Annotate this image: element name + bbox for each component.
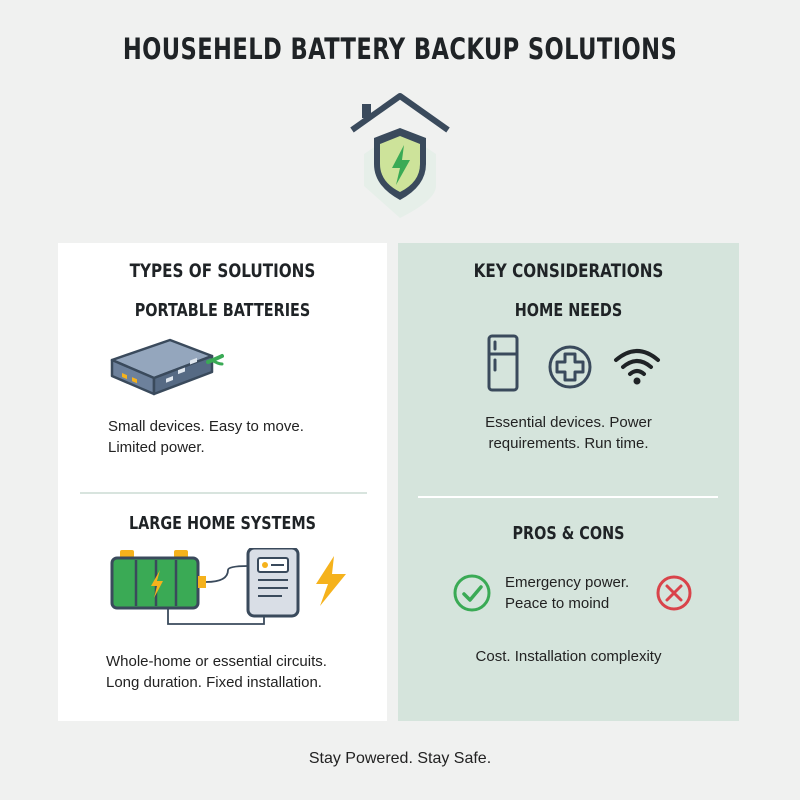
pros-line-1: Emergency power. [505, 574, 630, 591]
home-needs-description [398, 412, 739, 454]
x-icon [655, 574, 693, 612]
pros-cons-heading: PROS & CONS [512, 523, 625, 544]
considerations-heading: KEY CONSIDERATIONS [473, 260, 664, 282]
portable-line-1: Small devices. Easy to move. [108, 418, 304, 435]
large-systems-heading: LARGE HOME SYSTEMS [128, 513, 317, 534]
fridge-icon [486, 334, 520, 392]
left-divider [80, 492, 367, 494]
needs-line-1: Essential devices. Power [485, 414, 652, 431]
wifi-icon [612, 346, 662, 386]
footer-tagline: Stay Powered. Stay Safe. [308, 750, 492, 767]
large-systems-description [106, 651, 384, 693]
house-shield-icon [348, 90, 452, 220]
needs-line-2: requirements. Run time. [488, 435, 649, 452]
check-icon [452, 573, 492, 613]
medical-cross-icon [547, 344, 593, 390]
portable-heading: PORTABLE BATTERIES [134, 300, 311, 321]
portable-battery-icon [108, 334, 224, 400]
types-heading: TYPES OF SOLUTIONS [129, 260, 316, 282]
portable-description [108, 416, 378, 458]
large-line-1: Whole-home or essential circuits. [106, 653, 327, 670]
pros-text [505, 572, 655, 614]
right-divider [418, 496, 718, 498]
home-battery-system-icon [108, 548, 358, 632]
pros-line-2: Peace to moind [505, 595, 610, 612]
large-line-2: Long duration. Fixed installation. [106, 674, 322, 691]
page-title: HOUSEHELD BATTERY BACKUP SOLUTIONS [122, 32, 678, 66]
portable-line-2: Limited power. [108, 439, 205, 456]
home-needs-heading: HOME NEEDS [514, 300, 623, 321]
cons-text: Cost. Installation complexity [475, 648, 662, 665]
